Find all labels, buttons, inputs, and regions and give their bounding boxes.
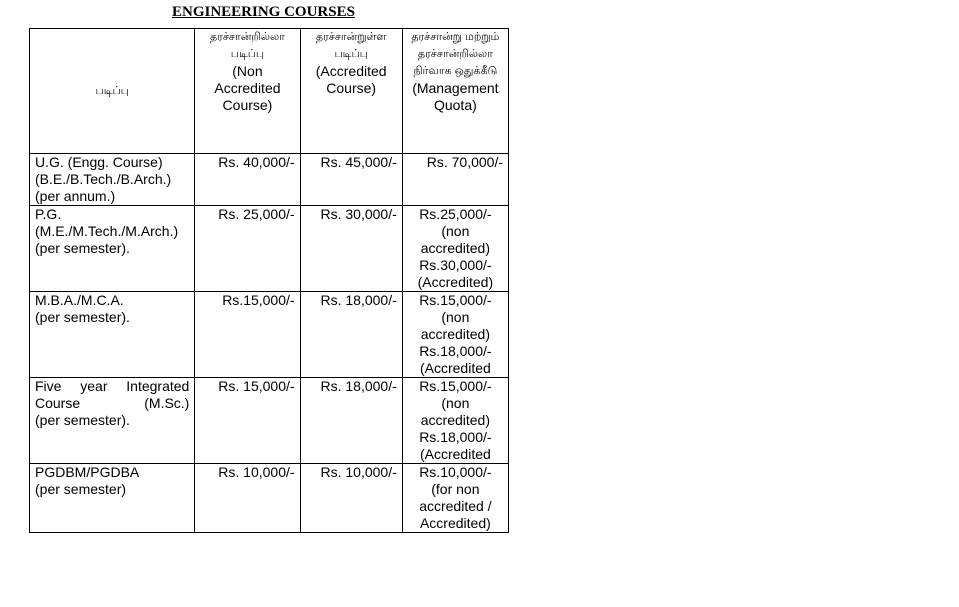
header-management-quota	[402, 29, 508, 154]
table-row	[30, 154, 509, 206]
management-quota-cell	[402, 292, 508, 378]
course-cell	[30, 154, 195, 206]
table-row	[30, 378, 509, 464]
non-accredited-fee: Rs. 15,000/-	[195, 378, 300, 464]
course-cell	[30, 292, 195, 378]
non-accredited-fee: Rs.15,000/-	[195, 292, 300, 378]
table-row	[30, 292, 509, 378]
management-line: accredited /	[419, 498, 492, 514]
table-header-row	[30, 29, 509, 154]
fee-table	[29, 28, 509, 533]
course-line: (per semester)	[35, 481, 127, 497]
management-line: Rs.10,000/-	[419, 464, 492, 480]
course-line: (M.E./M.Tech./M.Arch.)	[35, 223, 179, 239]
page-title: ENGINEERING COURSES	[172, 4, 355, 20]
header-non-accredited-tamil: தரச்சான்றில்லா படிப்பு	[209, 31, 285, 60]
header-accredited-english: (Accredited Course)	[315, 63, 387, 96]
course-line: (B.E./B.Tech./B.Arch.)	[35, 171, 172, 187]
management-line: (non	[441, 395, 470, 411]
header-management-english: (Management Quota)	[412, 80, 499, 113]
management-line: (non	[441, 309, 470, 325]
course-line: Course (M.Sc.)	[35, 395, 190, 411]
course-line: (per annum.)	[35, 188, 116, 204]
course-line: (per semester).	[35, 240, 130, 256]
management-line: (for non	[431, 481, 480, 497]
management-quota-cell	[402, 154, 508, 206]
header-accredited	[300, 29, 402, 154]
table-row	[30, 206, 509, 292]
accredited-fee: Rs. 45,000/-	[300, 154, 402, 206]
course-cell	[30, 206, 195, 292]
course-line: PGDBM/PGDBA	[35, 464, 140, 480]
accredited-fee: Rs. 10,000/-	[300, 464, 402, 533]
management-line: Rs.15,000/-	[419, 378, 492, 394]
course-line: Five year Integrated	[35, 378, 190, 394]
management-quota-cell	[402, 378, 508, 464]
management-line: Rs.25,000/-	[419, 206, 492, 222]
header-management-tamil: தரச்சான்று மற்றும் தரச்சான்றில்லா நிர்வாக ஒதுக்கீடு	[411, 31, 500, 77]
accredited-fee: Rs. 18,000/-	[300, 378, 402, 464]
non-accredited-fee: Rs. 25,000/-	[195, 206, 300, 292]
accredited-fee: Rs. 30,000/-	[300, 206, 402, 292]
management-line: (Accredited	[419, 360, 491, 376]
non-accredited-fee: Rs. 40,000/-	[195, 154, 300, 206]
course-line: P.G.	[35, 206, 62, 222]
management-line: (Accredited	[419, 446, 491, 462]
header-non-accredited	[195, 29, 300, 154]
management-quota-cell	[402, 464, 508, 533]
non-accredited-fee: Rs. 10,000/-	[195, 464, 300, 533]
header-accredited-tamil: தரச்சான்றுள்ள படிப்பு	[315, 31, 387, 60]
management-line: (non	[441, 223, 470, 239]
management-line: accredited)	[420, 326, 491, 342]
management-line: Rs. 70,000/-	[426, 154, 503, 170]
management-line: accredited)	[420, 240, 491, 256]
course-line: M.B.A./M.C.A.	[35, 292, 124, 308]
management-line: (Accredited)	[417, 274, 494, 290]
accredited-fee: Rs. 18,000/-	[300, 292, 402, 378]
course-line: (per semester).	[35, 309, 130, 325]
course-line: U.G. (Engg. Course)	[35, 154, 163, 170]
management-line: Rs.30,000/-	[419, 257, 492, 273]
course-line: (per semester).	[35, 412, 130, 428]
management-line: Accredited)	[419, 515, 491, 531]
header-non-accredited-english: (Non Accredited Course)	[214, 63, 281, 113]
course-cell	[30, 378, 195, 464]
management-quota-cell	[402, 206, 508, 292]
course-cell	[30, 464, 195, 533]
management-line: Rs.18,000/-	[419, 343, 492, 359]
management-line: Rs.15,000/-	[419, 292, 492, 308]
table-row	[30, 464, 509, 533]
management-line: Rs.18,000/-	[419, 429, 492, 445]
header-course: படிப்பு	[30, 29, 195, 154]
management-line: accredited)	[420, 412, 491, 428]
